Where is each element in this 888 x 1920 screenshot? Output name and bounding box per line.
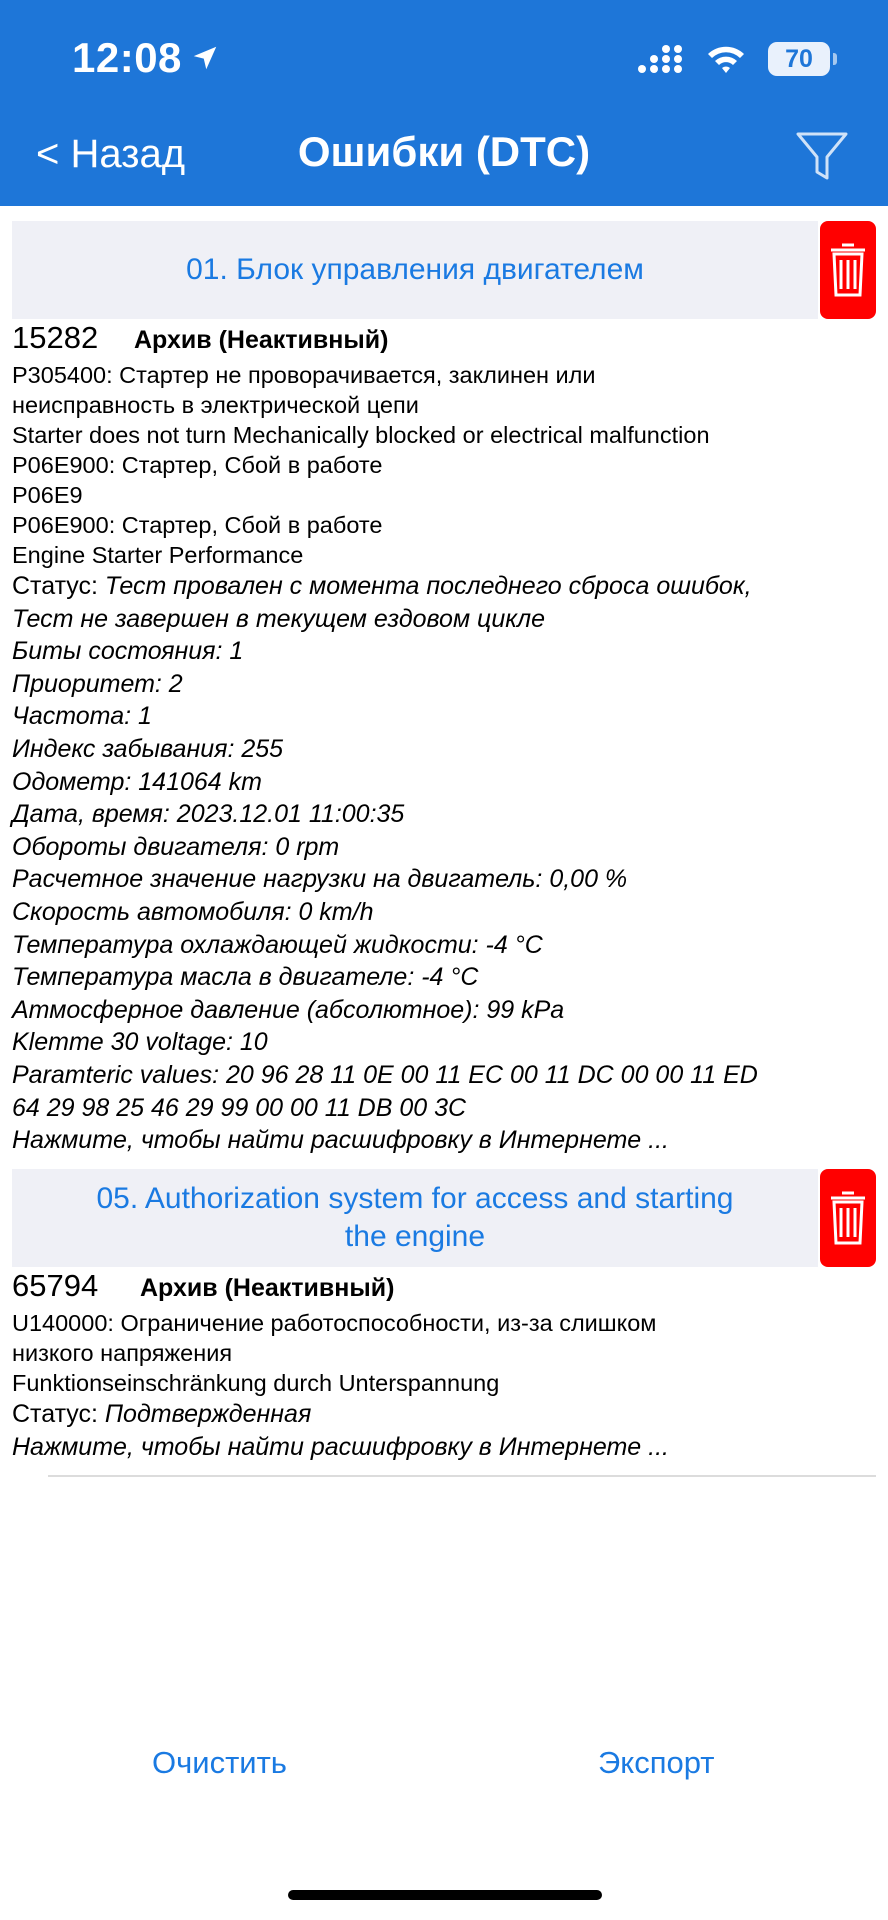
dtc-code: 65794 — [12, 1268, 99, 1303]
location-arrow-icon — [190, 43, 220, 73]
filter-button[interactable] — [794, 128, 850, 184]
detail-vehicle-speed: Скорость автомобиля: 0 km/h — [12, 897, 374, 926]
section-title: 01. Блок управления двигателем — [186, 253, 644, 286]
detail-frequency: Частота: 1 — [12, 702, 152, 731]
delete-section-button[interactable] — [820, 221, 876, 319]
detail-coolant-temp: Температура охлаждающей жидкости: -4 °C — [12, 930, 543, 959]
detail-klemme-voltage: Klemme 30 voltage: 10 — [12, 1028, 268, 1057]
battery-indicator: 70 — [768, 42, 830, 76]
signal-icon — [636, 43, 684, 75]
section-title-line: the engine — [344, 1220, 486, 1253]
trash-icon — [828, 241, 868, 299]
dtc-description-line: неисправность в электрической цепи — [12, 392, 419, 418]
search-online-link[interactable]: Нажмите, чтобы найти расшифровку в Интернете ... — [12, 1126, 669, 1155]
search-online-link[interactable]: Нажмите, чтобы найти расшифровку в Интернете ... — [12, 1432, 669, 1461]
dtc-entry-head — [12, 320, 872, 360]
detail-oil-temp: Температура масла в двигателе: -4 °C — [12, 963, 479, 992]
dtc-entry[interactable] — [12, 1268, 872, 1463]
back-button[interactable]: < Назад — [36, 132, 186, 176]
dtc-description-line: U140000: Ограничение работоспособности, из-за слишком — [12, 1310, 657, 1336]
detail-priority: Приоритет: 2 — [12, 669, 183, 698]
dtc-description-line: Funktionseinschränkung durch Unterspannung — [12, 1370, 500, 1396]
dtc-state: Архив (Неактивный) — [140, 1274, 395, 1302]
detail-parametric-values: Paramteric values: 20 96 28 11 0E 00 11 EC 00 11 DC 00 00 11 ED — [12, 1060, 758, 1089]
dtc-description-line: P06E900: Стартер, Сбой в работе — [12, 512, 383, 538]
dtc-status — [12, 1398, 872, 1431]
status-value: Подтвержденная — [104, 1400, 312, 1428]
trash-icon — [828, 1189, 868, 1247]
dtc-entry[interactable] — [12, 320, 872, 1157]
dtc-entry-head — [12, 1268, 872, 1308]
detail-atmospheric-pressure: Атмосферное давление (абсолютное): 99 kPa — [12, 995, 565, 1024]
dtc-status — [12, 570, 872, 603]
dtc-description-line: Engine Starter Performance — [12, 542, 304, 568]
dtc-state: Архив (Неактивный) — [134, 326, 389, 354]
time-text: 12:08 — [72, 34, 182, 81]
status-value: Тест провален с момента последнего сброса ошибок, — [104, 572, 752, 600]
delete-section-button[interactable] — [820, 1169, 876, 1267]
detail-parametric-values-continued: 64 29 98 25 46 29 99 00 00 11 DB 00 3C — [12, 1093, 467, 1122]
clear-button[interactable]: Очистить — [152, 1745, 287, 1780]
section-title-line: 05. Authorization system for access and starting — [96, 1182, 734, 1215]
export-button[interactable]: Экспорт — [598, 1745, 715, 1780]
detail-datetime: Дата, время: 2023.12.01 11:00:35 — [12, 800, 405, 829]
detail-status-bits: Биты состояния: 1 — [12, 637, 244, 666]
navigation-bar — [0, 0, 888, 206]
home-indicator[interactable] — [288, 1890, 602, 1900]
status-label: Статус: — [12, 1400, 105, 1428]
detail-odometer: Одометр: 141064 km — [12, 767, 262, 796]
page-title: Ошибки (DTC) — [297, 128, 591, 175]
status-value-continued: Тест не завершен в текущем ездовом цикле — [12, 604, 546, 633]
status-label: Статус: — [12, 572, 105, 600]
detail-engine-load: Расчетное значение нагрузки на двигатель: 0,00 % — [12, 865, 628, 894]
section-header-engine-control[interactable] — [12, 221, 818, 319]
status-bar-time — [72, 34, 220, 82]
dtc-description-line: P06E900: Стартер, Сбой в работе — [12, 452, 383, 478]
section-header-authorization-system[interactable] — [12, 1169, 818, 1267]
detail-engine-rpm: Обороты двигателя: 0 rpm — [12, 832, 340, 861]
wifi-icon — [706, 43, 746, 75]
dtc-description-line: низкого напряжения — [12, 1340, 233, 1366]
dtc-description-line: P305400: Стартер не проворачивается, заклинен или — [12, 362, 596, 388]
status-bar-indicators — [636, 42, 830, 76]
dtc-description-line: P06E9 — [12, 482, 83, 508]
funnel-icon — [794, 128, 850, 184]
dtc-description-line: Starter does not turn Mechanically blocked or electrical malfunction — [12, 422, 710, 448]
list-divider — [48, 1475, 876, 1477]
detail-forget-index: Индекс забывания: 255 — [12, 734, 284, 763]
dtc-code: 15282 — [12, 320, 99, 355]
